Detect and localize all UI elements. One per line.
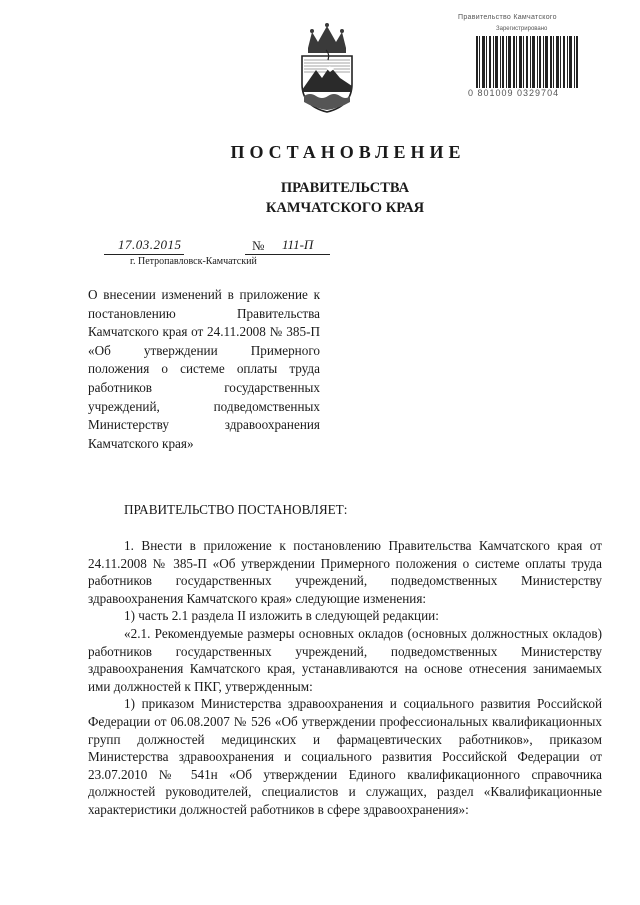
document-type-heading: ПОСТАНОВЛЕНИЕ xyxy=(230,142,466,162)
stamp-top-text: Правительство Камчатского xyxy=(458,14,557,21)
stamp-sub-text: Зарегистрировано xyxy=(496,26,548,32)
paragraph: 1) приказом Министерства здравоохранения и социального развития Российской Федерации от 06.08.2007 № 526 «Об утверждении профессиональных квалификационных групп должностей медицинских и фармацевтических работников», приказом Министерства здравоохранения и социального развития Российской Федерации от 23.07.2010 № 541н «Об утверждении Единого квалификационного справочника должностей руководителей, специалистов и служащих, раздел «Квалификационные характеристики должностей работников в сфере здравоохранения»: xyxy=(88,696,602,817)
document-number: 111-П xyxy=(282,237,314,252)
authority-line-2: КАМЧАТСКОГО КРАЯ xyxy=(265,200,425,216)
paragraph: 1) часть 2.1 раздела II изложить в следующей редакции: xyxy=(124,608,439,624)
document-body xyxy=(88,537,602,819)
decree-heading: ПРАВИТЕЛЬСТВО ПОСТАНОВЛЯЕТ: xyxy=(124,502,348,517)
paragraph: 1. Внести в приложение к постановлению Правительства Камчатского края от 24.11.2008 № 385-П «Об утверждении Примерного положения о системе оплаты труда работников государственных учреждений, подведомственных Министерству здравоохранения Камчатского края» следующие изменения: xyxy=(88,538,602,606)
stamp-number: 0 801009 0329704 xyxy=(468,88,560,98)
date-underline xyxy=(104,254,184,255)
number-underline xyxy=(245,254,330,255)
document-subject: О внесении изменений в приложение к постановлению Правительства Камчатского края от 24.11.2008 № 385-П «Об утверждении Примерного положения о системе оплаты труда работников государственных учреждений, подведомственных Министерству здравоохранения Камчатского края» xyxy=(88,287,320,451)
document-date: 17.03.2015 xyxy=(118,237,182,252)
number-sign: № xyxy=(252,238,265,253)
authority-line-1: ПРАВИТЕЛЬСТВА xyxy=(280,180,410,196)
barcode-icon xyxy=(476,36,580,88)
kamchatka-coat-of-arms-icon xyxy=(296,22,358,114)
issue-city: г. Петропавловск-Камчатский xyxy=(130,256,257,267)
registration-stamp xyxy=(452,14,588,100)
issuing-authority xyxy=(0,178,640,218)
paragraph: «2.1. Рекомендуемые размеры основных окладов (основных должностных окладов) работников государственных учреждений, подведомственных Министерству здравоохранения Камчатского края, устанавливаются на основе отнесения занимаемых ими должностей к ПКГ, утвержденным: xyxy=(88,625,602,694)
